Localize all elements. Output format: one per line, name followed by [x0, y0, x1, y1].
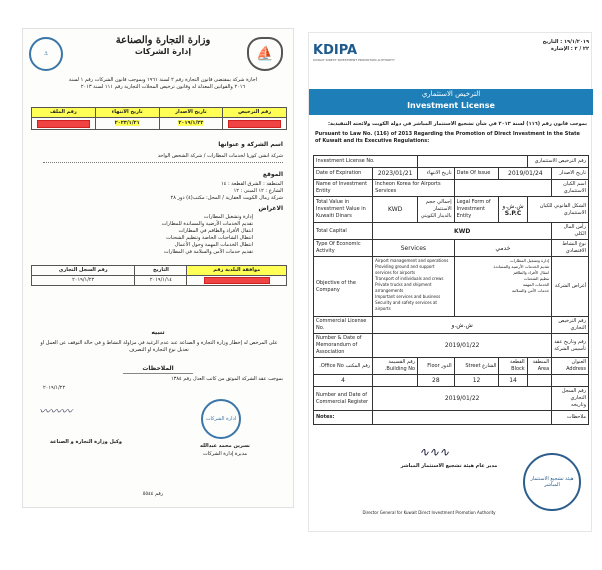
value-label-ar: إجمالي حجم الاستثمار بالدينار الكويتي: [418, 197, 455, 223]
license-info-table: [31, 107, 287, 130]
addr-building-value: [373, 375, 418, 387]
issue-date-cell: [159, 118, 223, 130]
purpose-item: انتطال الشاحنات الخاصة وتنظيم الشحنات: [166, 235, 253, 241]
company-heading: اسم الشركة و عنوانها: [218, 141, 283, 148]
ministry-name: وزارة التجارة والصناعة: [115, 35, 211, 46]
objectives-english: [373, 257, 454, 317]
form-number: رقم ٥٥٤٤: [142, 491, 164, 497]
reference-number: ٢٢ / ٢ : الإشارة: [550, 46, 589, 52]
objective-item-ar: الخدمات المهمة: [522, 282, 550, 287]
col-issue-date: تاريخ الاصدار: [159, 108, 223, 118]
purpose-item: تقديم خدمات الأمن والسلامة في المطارات: [163, 249, 253, 255]
capital-value: KWD: [373, 223, 552, 240]
warning-text: على المرخص له إخطار وزارة التجارة و الصناعة عند عدم الرغبة في مزاولة النشاط و في حالة التوقف عن العمل او تعديل نوع التجارة او التصرف: [40, 340, 278, 353]
entity-label-ar: اسم الكيان الاستثماري: [552, 180, 589, 197]
activity-value: Services: [373, 240, 454, 257]
objective-item: Important services and business: [375, 294, 441, 299]
objective-item-ar: خدمات الأمن والسلامة: [511, 288, 550, 293]
purpose-item: انتفال الأفراد والطاقم في المطارات: [178, 228, 253, 234]
commercial-label: Commercial License No.: [314, 317, 373, 334]
currency-value: KWD: [373, 197, 418, 223]
entity-value: Incheon Korea for Airports Services: [373, 180, 454, 197]
objective-item: Transport of individuals and crews: [375, 276, 444, 281]
director-signature: ∿∿∿: [419, 445, 450, 459]
investment-license-table: [313, 155, 589, 425]
brand-subtitle: KUWAIT DIRECT INVESTMENT PROMOTION AUTHORITY: [313, 58, 395, 62]
issue-date-value: ٢٠١٩/١/٢٢: [178, 120, 204, 126]
addr-header-building: رقم القسيمة Building No.: [373, 358, 418, 375]
objective-item-ar: انتقال الأفراد والطاقم: [513, 270, 550, 275]
objective-item: Airport management and operations: [375, 258, 449, 263]
ministry-license-document: [22, 28, 294, 508]
location-label: الموقع: [262, 171, 283, 178]
memo-label: Number & Date of Memorandum of Association: [314, 334, 373, 358]
expiry-label: Date of Expiration: [314, 168, 373, 180]
expiry-date-value: ٢٠٢٣/١/٢١: [114, 120, 140, 126]
legal-form-label-ar: الشكل القانوني للكيان الاستثماري: [527, 197, 588, 223]
col-license-no: رقم الترخيص: [223, 108, 287, 118]
addr-floor-value: 28: [418, 375, 455, 387]
purpose-item: انتطال الخدمات المهمة وحول الأعمال: [174, 242, 253, 248]
purposes-list: [53, 214, 253, 256]
activity-value-ar: خدمي: [454, 240, 552, 257]
col-expiry-date: تاريخ الانتهاء: [95, 108, 159, 118]
objective-item-ar: تنظيم الشحنات: [523, 276, 550, 281]
capital-label: Total Capital: [314, 223, 373, 240]
brand-name: KDIPA: [313, 43, 358, 58]
reference-date: ١٩/١/٢٠١٩ : التاريخ: [542, 39, 589, 45]
addr-header-address: العنوان Address: [552, 358, 589, 375]
kuwait-emblem-icon: ⛵: [247, 37, 283, 71]
addr-header-office: رقم المكتب Office No.: [314, 358, 373, 375]
legal-form-label: Legal Form of Investment Entity: [454, 197, 499, 223]
purposes-label: الاغراض: [258, 205, 283, 212]
purpose-item: تقديم الخدمات الأرضية والمساندة للمطارات: [161, 221, 253, 227]
objective-item: Security and safety services at airports: [375, 300, 437, 311]
addr-block-value: 14: [499, 375, 527, 387]
warning-title: تنبيه: [151, 329, 165, 336]
objective-item-ar: تقديم الخدمات الأرضية والمساندة: [493, 264, 550, 269]
license-no-value: [418, 156, 528, 168]
reg-date-value: ٢٠١٩/١/٢٢: [32, 276, 135, 286]
street-row: الشارع : ١٢ المبنى : ١٢: [233, 188, 283, 194]
ministry-emblem-icon: [29, 37, 63, 71]
issue-label: Date Of Issue: [454, 168, 499, 180]
license-banner: [309, 89, 593, 115]
approval-label: موافقة البلدية رقم: [187, 266, 287, 276]
commercial-value: ش.ش.و: [373, 317, 552, 334]
objective-item: Providing ground and support services for airports: [375, 264, 435, 275]
addr-header-floor: الدور Floor: [418, 358, 455, 375]
notes-value: [373, 411, 552, 425]
director-title-ar: مدير عام هيئة تشجيع الاستثمار المباشر: [400, 463, 498, 469]
addr-header-street: الشارع Street: [454, 358, 499, 375]
objective-label: Objective of the Company: [314, 257, 373, 317]
objective-item-ar: إدارة وتشغيل المطارات: [509, 258, 550, 263]
intro-english: Pursuant to Law No. (116) of 2013 Regarding the Promotion of Direct Investment in the State of Kuwait and its Executive Regulations:: [315, 131, 580, 144]
kdipa-logo: [313, 39, 423, 62]
department-name: إدارة الشركات: [134, 47, 192, 56]
address-row: شركة رمال الكويت العقارية / المحل: مكتب(٤) دور ٢٨: [170, 195, 283, 201]
addr-office-value: 4: [314, 375, 373, 387]
approval-table: [31, 265, 287, 286]
license-no-cell: [223, 118, 287, 130]
objective-label-ar: أغراض الشركة: [552, 257, 589, 317]
addr-street-value: 12: [454, 375, 499, 387]
official-title: وكيل وزارة التجارة و الصناعة: [50, 439, 122, 445]
license-no-label-ar: رقم الترخيص الاستثماري: [527, 156, 588, 168]
addr-header-block: القطعة Block: [499, 358, 527, 375]
legal-form-value: S.P.C: [504, 209, 522, 217]
activity-label: Type Of Economic Activity: [314, 240, 373, 257]
ministry-header: [103, 35, 223, 57]
reg-label-ar: رقم السجل التجاري وتاريخه: [552, 387, 589, 411]
license-no-label: Investment License No.: [314, 156, 418, 168]
addr-area-value: [527, 375, 552, 387]
approval-date-value: ٢٠١٩/١/١٤: [135, 276, 187, 286]
director-title-en: Director General for Kuwait Direct Investment Promotion Authority: [362, 510, 496, 515]
expiry-date-cell: [95, 118, 159, 130]
date-label: التاريخ: [135, 266, 187, 276]
issue-value: 2019/01/24: [499, 168, 552, 180]
entity-label: Name of Investment Entity: [314, 180, 373, 197]
ministry-stamp-seal: ادارة الشركات: [201, 399, 241, 439]
emblem-glyph: ⚓: [43, 50, 49, 57]
license-intro-text: اجازة شركة بمقتضى قانون التجارة رقم ٢ لسنة ١٩٦١ وبموجب قانون الشركات رقم ١ لسنة ٢٠١٦ والقوانين المعدلة له وقانون ترخيص المحلات التجارية رقم ١١١ لسنة ٢٠١٣: [68, 77, 258, 90]
company-name: شركة انشن كوريا لخدمات المطارات / شركة الشخص الواحد: [43, 153, 283, 163]
purpose-item: إدارة وتشغيل المطارات: [203, 214, 253, 220]
banner-arabic: الترخيص الاستثماري: [421, 90, 481, 98]
entity-value-ar: [454, 180, 552, 197]
objective-item: Private trucks and shipment arrangements: [375, 282, 432, 293]
notes-title: الملاحظات: [123, 365, 193, 374]
expiry-label-ar: تاريخ الانتهاء: [418, 168, 455, 180]
approval-no-cell: [187, 276, 287, 286]
notes-date: ٢٠١٩/١/٢٢: [43, 385, 66, 391]
file-no-cell: [32, 118, 96, 130]
legal-form-value-ar: ش.ش.و: [502, 202, 524, 210]
memo-label-ar: رقم وتاريخ عقد تأسيس الشركة: [552, 334, 589, 358]
objectives-arabic: [454, 257, 552, 317]
addr-header-area: المنطقة Area: [527, 358, 552, 375]
memo-value: 2019/01/22: [373, 334, 552, 358]
commercial-label-ar: رقم الترخيص التجاري: [552, 317, 589, 334]
capital-label-ar: رأس المال الكلي: [552, 223, 589, 240]
notes-label: Notes:: [314, 411, 373, 425]
col-file-no: رقم الملف: [32, 108, 96, 118]
reg-label: Number and Date of Commercial Register: [314, 387, 373, 411]
value-label: Total Value in Investment Value in Kuwaiti Dinars: [314, 197, 373, 223]
activity-label-ar: نوع النشاط الاقتصادي: [552, 240, 589, 257]
issue-label-ar: تاريخ الاصدار: [552, 168, 589, 180]
signer-name: نسرين محمد عبدالله: [200, 443, 250, 449]
notes-label-ar: ملاحظات: [552, 411, 589, 425]
intro-arabic: بموجب قانون رقم (١١٦) لسنة ٢٠١٣ في شأن تشجيع الاستثمار المباشر في دولة الكويت ولائحته التنفيذية:: [328, 121, 587, 127]
signer-title: مديرة إدارة الشركات: [202, 451, 248, 457]
expiry-value: 2023/01/21: [373, 168, 418, 180]
addr-address-value: [552, 375, 589, 387]
notes-text: بموجب عقد الشركة الموثق من كاتب العدل رقم ١٣٨٤: [170, 376, 283, 382]
reg-value: 2019/01/22: [373, 387, 552, 411]
banner-english: Investment License: [407, 101, 495, 110]
area-row: المنطقة : الشرق القطعة : ١٤: [221, 181, 283, 187]
investment-license-document: [308, 32, 592, 532]
kdipa-stamp-seal: هيئة تشجيع الاستثمار المباشر: [523, 453, 581, 511]
reference-block: [509, 39, 589, 53]
commercial-reg-label: رقم السجل التجاري: [32, 266, 135, 276]
official-signature: 〰〰〰: [39, 405, 72, 418]
